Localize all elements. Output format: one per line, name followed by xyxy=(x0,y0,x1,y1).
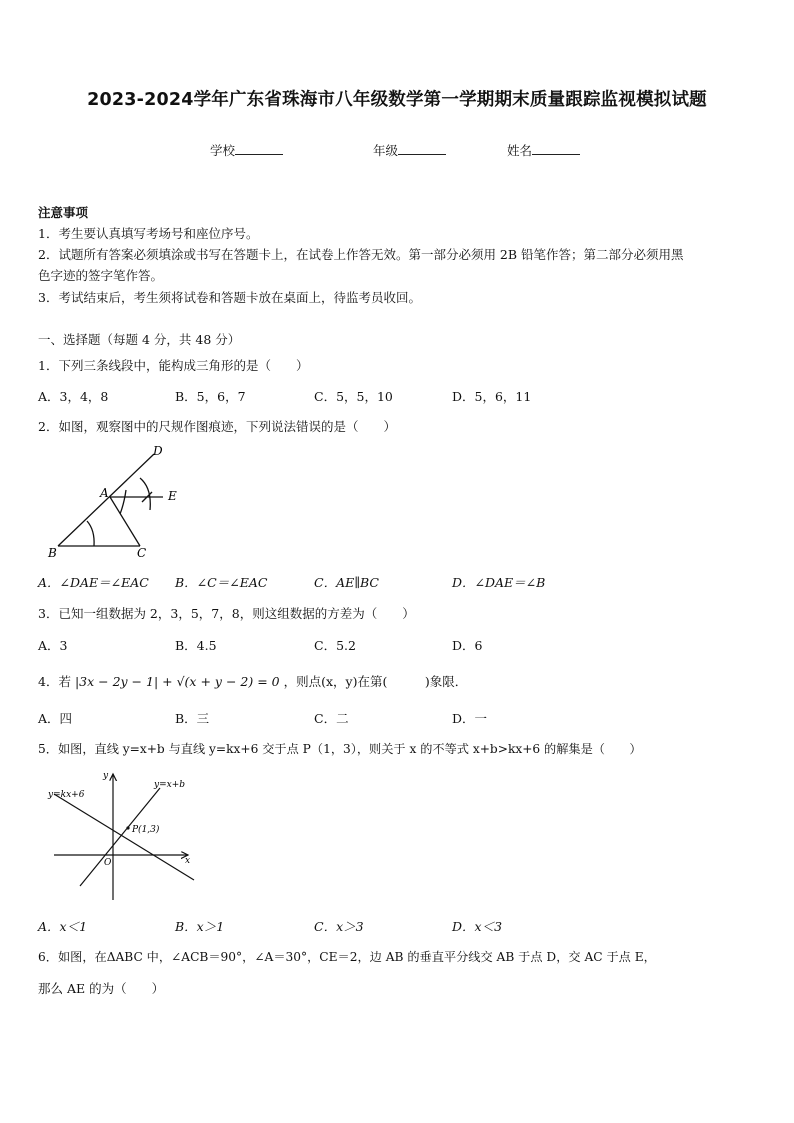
notice-heading: 注意事项 xyxy=(38,205,89,220)
question-3-option-b[interactable]: B．4.5 xyxy=(175,638,217,653)
question-2-option-b[interactable]: B．∠C＝∠EAC xyxy=(175,575,268,590)
question-3-stem: 3．已知一组数据为 2，3，5，7，8，则这组数据的方差为（ ） xyxy=(38,606,415,621)
question-4-equation: |3x − 2y − 1| + √(x + y − 2) = 0 xyxy=(74,674,280,689)
section-title: 一、选择题（每题 4 分，共 48 分） xyxy=(38,332,241,347)
question-3-option-c[interactable]: C．5.2 xyxy=(314,638,356,653)
label-b: B xyxy=(48,546,57,560)
question-4-stem xyxy=(38,672,467,690)
grade-label: 年级 xyxy=(373,143,399,158)
question-1-option-d[interactable]: D．5，6，11 xyxy=(452,389,532,404)
question-4-stem-post: ，则点(x，y)在第( )象限． xyxy=(283,674,468,689)
question-5-option-d[interactable]: D．x＜3 xyxy=(452,919,503,934)
arc-at-b xyxy=(87,521,94,546)
question-1-option-b[interactable]: B．5，6，7 xyxy=(175,389,246,404)
name-field xyxy=(507,141,580,159)
arc-trace-large xyxy=(140,478,150,510)
line-y-x-plus-b xyxy=(80,788,160,886)
label-e: E xyxy=(168,489,177,503)
question-5-figure xyxy=(44,766,204,904)
label-point-p: P(1,3) xyxy=(132,825,160,835)
question-2-option-c[interactable]: C．AE∥BC xyxy=(314,575,379,590)
question-6-stem-line1: 6．如图，在ΔABC 中，∠ACB＝90°，∠A＝30°，CE＝2，边 AB 的垂直平分线交 AB 于点 D，交 AC 于点 E， xyxy=(38,950,656,964)
question-1-option-c[interactable]: C．5，5，10 xyxy=(314,389,393,404)
name-label: 姓名 xyxy=(507,143,533,158)
line-ac xyxy=(110,497,140,546)
question-6-stem-line2: 那么 AE 的为（ ） xyxy=(38,981,165,996)
label-origin: O xyxy=(104,858,112,868)
notice-item: 色字迹的签字笔作答。 xyxy=(38,268,164,283)
line-bd xyxy=(58,454,154,546)
question-2-stem: 2．如图，观察图中的尺规作图痕迹，下列说法错误的是（ ） xyxy=(38,419,396,434)
question-2-option-d[interactable]: D．∠DAE＝∠B xyxy=(452,575,546,590)
school-blank[interactable] xyxy=(235,142,283,155)
grade-blank[interactable] xyxy=(398,142,446,155)
grade-field xyxy=(373,141,446,159)
question-5-option-b[interactable]: B．x＞1 xyxy=(175,919,225,934)
label-c: C xyxy=(137,546,147,560)
label-d: D xyxy=(153,444,163,458)
label-x-axis: x xyxy=(185,856,191,866)
question-2-option-a[interactable]: A．∠DAE＝∠EAC xyxy=(38,575,149,590)
line-y-kx-plus-6 xyxy=(54,794,194,880)
notice-item: 1．考生要认真填写考场号和座位序号。 xyxy=(38,226,259,241)
question-3-option-a[interactable]: A．3 xyxy=(38,638,68,653)
question-4-option-c[interactable]: C．二 xyxy=(314,711,349,726)
question-4-option-a[interactable]: A．四 xyxy=(38,711,73,726)
name-blank[interactable] xyxy=(532,142,580,155)
question-4-option-d[interactable]: D．一 xyxy=(452,711,488,726)
question-2-figure xyxy=(40,440,200,562)
question-1-option-a[interactable]: A．3，4，8 xyxy=(38,389,109,404)
school-label: 学校 xyxy=(210,143,236,158)
exam-title: 2023-2024学年广东省珠海市八年级数学第一学期期末质量跟踪监视模拟试题 xyxy=(87,90,707,110)
label-line-kx: y=kx+6 xyxy=(48,790,85,800)
question-5-stem: 5．如图，直线 y=x+b 与直线 y=kx+6 交于点 P（1，3），则关于 x 的不等式 x+b>kx+6 的解集是（ ） xyxy=(38,742,642,756)
label-y-axis: y xyxy=(103,771,109,781)
notice-item: 2．试题所有答案必须填涂或书写在答题卡上，在试卷上作答无效。第一部分必须用 2B 铅笔作答；第二部分必须用黑 xyxy=(38,247,684,262)
question-1-stem: 1．下列三条线段中，能构成三角形的是（ ） xyxy=(38,358,309,373)
question-5-option-a[interactable]: A．x＜1 xyxy=(38,919,88,934)
label-a: A xyxy=(100,486,109,500)
question-4-option-b[interactable]: B．三 xyxy=(175,711,210,726)
point-p xyxy=(126,826,129,829)
notice-item: 3．考试结束后，考生须将试卷和答题卡放在桌面上，待监考员收回。 xyxy=(38,290,421,305)
question-4-stem-pre: 4．若 xyxy=(38,674,71,689)
school-field xyxy=(210,141,283,159)
arc-at-a xyxy=(120,490,126,514)
question-5-option-c[interactable]: C．x＞3 xyxy=(314,919,364,934)
question-3-option-d[interactable]: D．6 xyxy=(452,638,483,653)
label-line-xb: y=x+b xyxy=(154,780,186,790)
